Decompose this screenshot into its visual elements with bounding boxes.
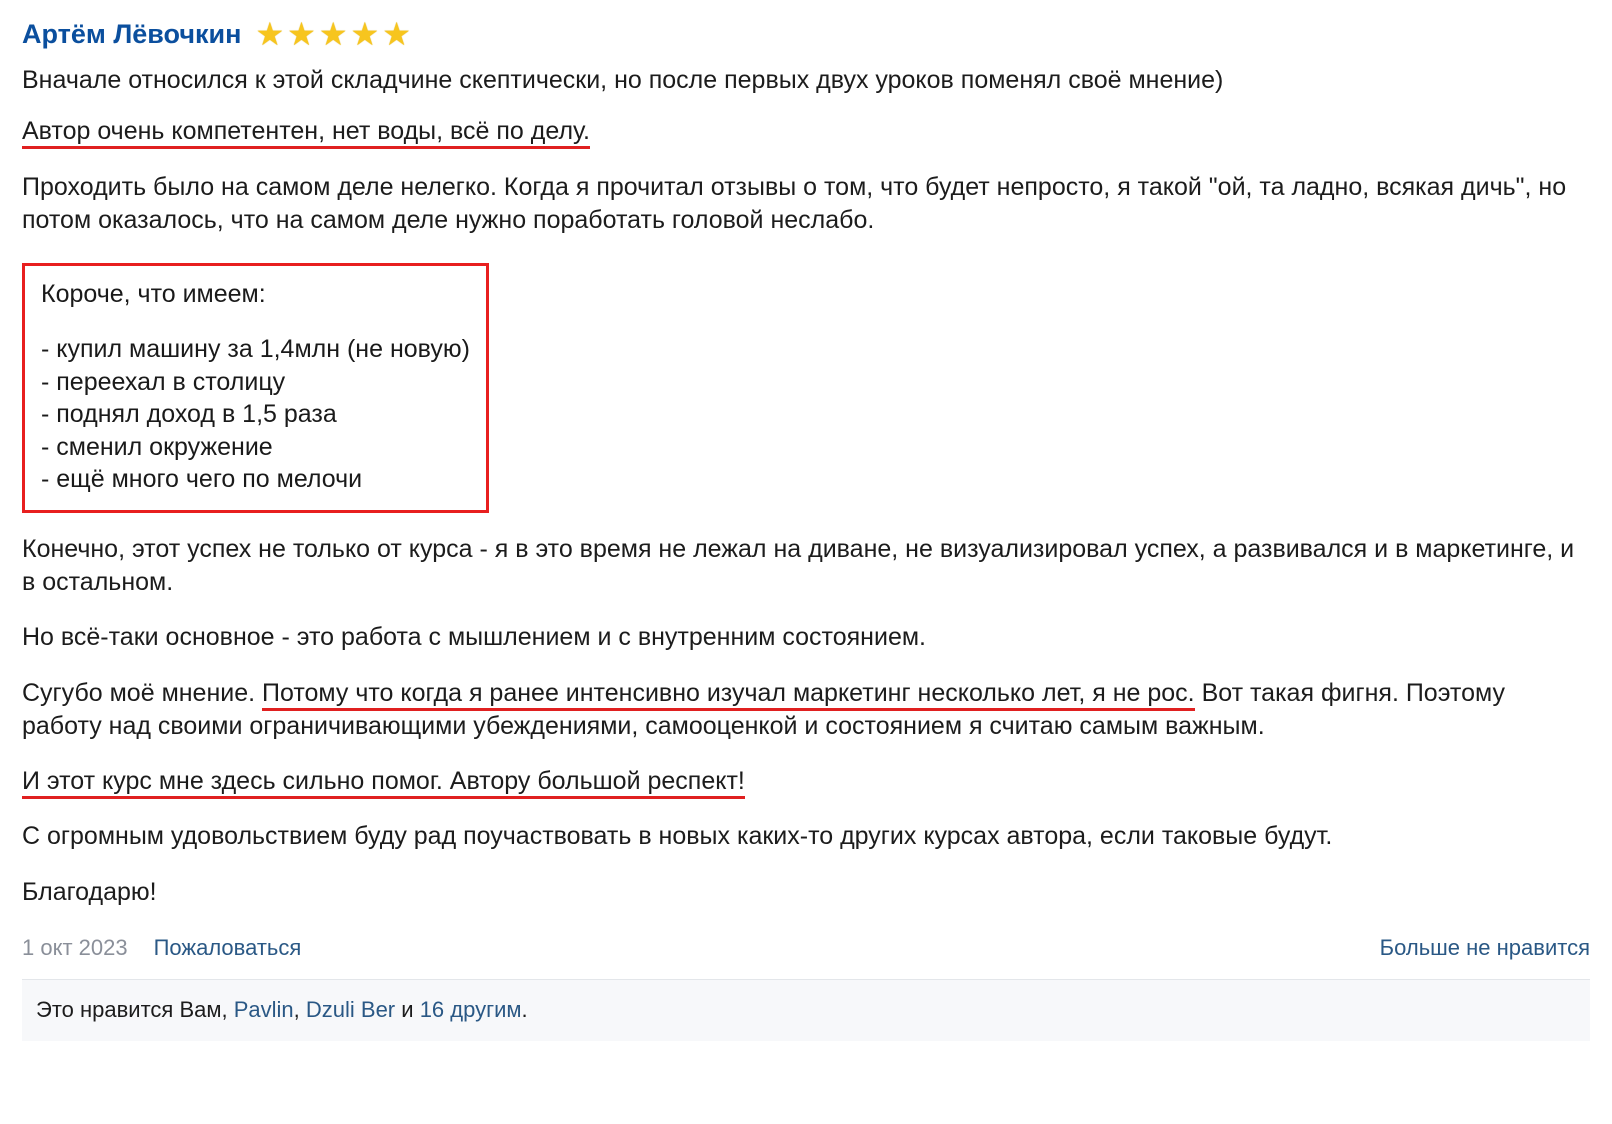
likes-prefix: Это нравится Вам, <box>36 997 228 1023</box>
likes-text <box>36 997 528 1023</box>
review-paragraph-future: С огромным удовольствием буду рад поучаствовать в новых каких-то других курсах автора, если таковые будут. <box>22 822 1333 851</box>
star-icon: ★ <box>318 16 348 52</box>
results-list <box>41 333 470 496</box>
review-paragraph-intro: Вначале относился к этой складчине скептически, но после первых двух уроков поменял своё мнение) <box>22 66 1224 94</box>
underlined-highlight-respect: И этот курс мне здесь сильно помог. Автору большой респект! <box>22 767 745 799</box>
review-paragraph-thanks: Благодарю! <box>22 877 157 906</box>
review-paragraph-respect <box>22 765 1578 798</box>
likes-conjunction: и <box>401 997 414 1023</box>
results-box-lead: Короче, что имеем: <box>41 280 266 308</box>
list-item: - ещё много чего по мелочи <box>41 465 363 494</box>
likes-separator: , <box>293 997 300 1023</box>
underlined-highlight-opinion: Потому что когда я ранее интенсивно изучал маркетинг несколько лет, я не рос. <box>262 679 1195 711</box>
opinion-text-start: Сугубо моё мнение. <box>22 678 263 707</box>
likes-others-link[interactable]: 16 другим <box>419 997 522 1023</box>
review-date: 1 окт 2023 <box>22 934 128 960</box>
list-item: - поднял доход в 1,5 раза <box>41 400 337 429</box>
rating-stars <box>255 18 410 50</box>
list-item: - переехал в столицу <box>41 367 286 396</box>
underlined-highlight-competent: Автор очень компетентен, нет воды, всё по делу. <box>22 117 590 149</box>
list-item: - сменил окружение <box>41 432 273 461</box>
liker-link-dzuli-ber[interactable]: Dzuli Ber <box>305 997 396 1023</box>
star-icon: ★ <box>287 16 316 52</box>
review-paragraph-difficulty: Проходить было на самом деле нелегко. Когда я прочитал отзывы о том, что будет непросто, я такой "ой, та ладно, всякая дичь", но потом оказалось, что на самом деле нужно поработать головой неслабо. <box>22 172 1567 234</box>
review-paragraph-competent <box>22 115 1578 148</box>
review-header <box>22 18 1590 50</box>
results-box <box>22 263 489 513</box>
likes-suffix: . <box>521 997 528 1023</box>
star-icon: ★ <box>255 16 285 52</box>
star-icon: ★ <box>350 16 380 52</box>
likes-bar <box>22 979 1590 1041</box>
list-item: - купил машину за 1,4млн (не новую) <box>41 335 470 364</box>
opinion-text-end: Вот такая фигня. Поэтому работу над своими ограничивающими убеждениями, самооценкой и состоянием я считаю самым важным. <box>22 678 1505 740</box>
review-author-name[interactable]: Артём Лёвочкин <box>22 18 242 49</box>
review-paragraph-opinion <box>22 677 1578 744</box>
unlike-button[interactable]: Больше не нравится <box>1379 934 1590 960</box>
liker-link-pavlin[interactable]: Pavlin <box>233 997 294 1023</box>
review-paragraph-mindset: Но всё-таки основное - это работа с мышлением и с внутренним состоянием. <box>22 623 926 652</box>
report-link[interactable]: Пожаловаться <box>153 934 302 960</box>
star-icon: ★ <box>382 16 411 52</box>
review-meta-left <box>22 935 301 961</box>
review-paragraph-success: Конечно, этот успех не только от курса - я в это время не лежал на диване, не визуализировал успех, а развивался и в маркетинге, и в остальном. <box>22 534 1575 596</box>
review-meta-row <box>22 935 1590 961</box>
